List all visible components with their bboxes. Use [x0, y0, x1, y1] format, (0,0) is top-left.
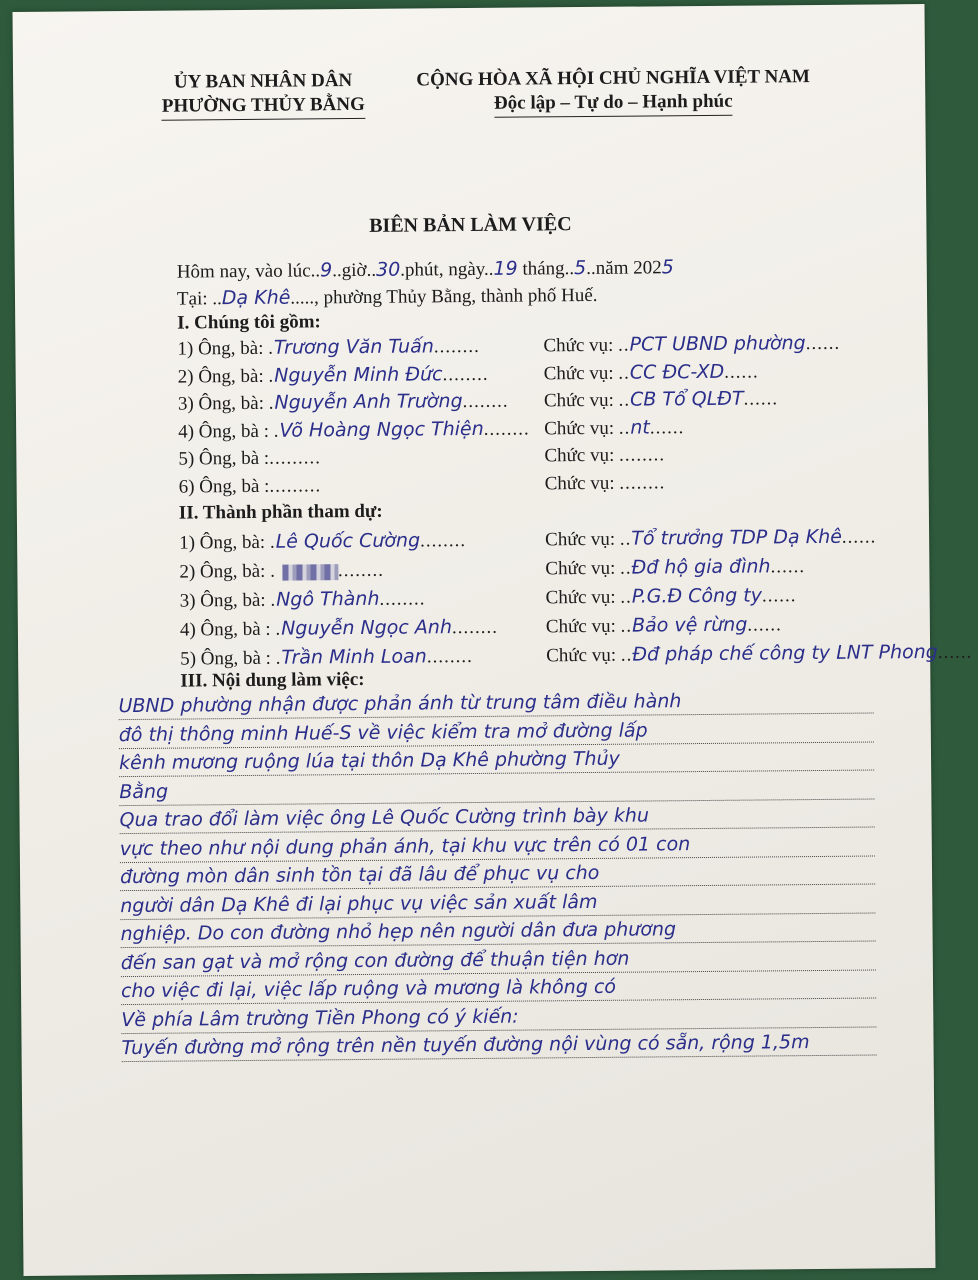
date-text-5: ..năm 202: [586, 257, 662, 280]
content-line: vực theo như nội dung phản ánh, tại khu vực trên có 01 con: [120, 831, 875, 863]
participant-name-row: 2) Ông, bà: . ........: [179, 559, 384, 583]
place-text-1: Tại: ..: [176, 288, 222, 310]
document-paper: [13, 4, 973, 1276]
participant-position-row: Chức vụ: ..Bảo vệ rừng......: [545, 613, 782, 638]
content-line: Về phía Lâm trường Tiền Phong có ý kiến:: [121, 1002, 876, 1034]
place-line: [177, 284, 598, 311]
section2-heading: II. Thành phần tham dự:: [178, 500, 383, 524]
content-line: nghiệp. Do con đường nhỏ hẹp nên người dân đưa phương: [120, 917, 875, 949]
national-motto: Độc lập – Tự do – Hạnh phúc: [494, 90, 733, 118]
content-line: đến san gạt và mở rộng con đường để thuận tiện hơn: [121, 945, 876, 977]
hour-value: 9: [320, 259, 333, 282]
position-label: Chức vụ:: [543, 362, 619, 384]
row-label: 4) Ông, bà :: [179, 618, 276, 641]
content-line: Qua trao đổi làm việc ông Lê Quốc Cường trình bày khu: [119, 803, 874, 835]
participant-name-row: 3) Ông, bà: .Ngô Thành........: [179, 587, 426, 612]
agency-line-2: PHƯỜNG THỦY BẰNG: [162, 93, 365, 121]
position-value: Tổ trưởng TDP Dạ Khê: [631, 525, 842, 550]
person-name: Nguyễn Minh Đức: [274, 362, 443, 387]
content-line: Tuyến đường mở rộng trên nền tuyến đường nội vùng có sẵn, rộng 1,5m: [121, 1031, 876, 1063]
person-name: Trần Minh Loan: [281, 645, 427, 669]
participant-name-row: 1) Ông, bà: .Lê Quốc Cường........: [179, 529, 467, 554]
row-label: 5) Ông, bà :: [178, 447, 270, 470]
agency-line-1: ỦY BAN NHÂN DÂN: [173, 70, 353, 93]
content-line: kênh mương ruộng lúa tại thôn Dạ Khê phường Thủy: [119, 746, 874, 778]
national-header: [398, 65, 828, 119]
participant-name-row: 5) Ông, bà :.........: [178, 447, 322, 470]
position-value: nt: [630, 415, 650, 439]
content-line: đô thị thông minh Huế-S về việc kiểm tra mở đường lấp: [119, 717, 874, 749]
participant-name-row: 1) Ông, bà: .Trương Văn Tuấn........: [177, 335, 480, 360]
participant-name-row: 2) Ông, bà: .Nguyễn Minh Đức........: [177, 362, 489, 388]
participant-name-row: 5) Ông, bà : .Trần Minh Loan........: [180, 645, 473, 670]
position-label: Chức vụ:: [546, 644, 621, 667]
person-name: Nguyễn Ngọc Anh: [281, 616, 453, 640]
place-text-2: ....., phường Thủy Bằng, thành phố Huế.: [290, 284, 598, 309]
content-line: Bằng: [119, 774, 874, 806]
participant-position-row: Chức vụ: ........: [544, 444, 666, 467]
position-value: P.G.Đ Công ty: [631, 584, 763, 608]
content-line: người dân Dạ Khê đi lại phục vụ việc sản xuất lâm: [120, 888, 875, 920]
row-label: 3) Ông, bà:: [179, 589, 271, 612]
position-label: Chức vụ:: [544, 417, 619, 439]
row-label: 2) Ông, bà:: [179, 560, 271, 583]
position-value: CB Tổ QLĐT: [629, 387, 744, 411]
participant-position-row: Chức vụ: ..PCT UBND phường......: [543, 332, 841, 357]
date-text-1: Hôm nay, vào lúc..: [176, 260, 321, 283]
participant-position-row: Chức vụ: ........: [544, 471, 666, 494]
row-label: 1) Ông, bà:: [179, 531, 270, 554]
participant-name-row: 3) Ông, bà: .Nguyễn Anh Trường........: [177, 390, 509, 415]
row-label: 2) Ông, bà:: [177, 365, 269, 388]
participant-position-row: Chức vụ: ..nt......: [544, 415, 685, 439]
person-name: Nguyễn Anh Trường: [274, 390, 463, 414]
row-label: 3) Ông, bà:: [177, 392, 269, 415]
place-value: Dạ Khê: [221, 286, 291, 310]
row-label: 1) Ông, bà:: [177, 337, 269, 360]
person-name: Lê Quốc Cường: [275, 529, 421, 553]
participant-position-row: Chức vụ: ..P.G.Đ Công ty......: [545, 584, 797, 609]
row-label: 5) Ông, bà :: [180, 647, 276, 670]
row-label: 4) Ông, bà :: [178, 420, 274, 443]
participant-position-row: Chức vụ: ..CC ĐC-XD......: [543, 360, 759, 384]
position-value: PCT UBND phường: [629, 332, 806, 356]
position-value: CC ĐC-XD: [629, 360, 725, 384]
national-title: CỘNG HÒA XÃ HỘI CHỦ NGHĨA VIỆT NAM: [416, 66, 810, 91]
position-value: Đđ pháp chế công ty LNT Phong: [632, 640, 938, 666]
position-label: Chức vụ:: [543, 389, 619, 412]
person-name: Võ Hoàng Ngọc Thiện: [279, 417, 484, 442]
participant-position-row: Chức vụ: ..CB Tổ QLĐT......: [543, 387, 779, 412]
content-line: cho việc đi lại, việc lấp ruộng và mương là không có: [121, 974, 876, 1006]
participant-position-row: Chức vụ: ..Đđ hộ gia đình......: [545, 555, 806, 580]
redacted-name-blur: [282, 564, 338, 580]
date-line: [177, 256, 674, 283]
section1-heading: I. Chúng tôi gồm:: [177, 311, 321, 334]
content-line: đường mòn dân sinh tồn tại đã lâu để phục vụ cho: [120, 860, 875, 892]
day-value: 19: [493, 257, 518, 280]
month-value: 5: [574, 257, 587, 280]
person-name: Ngô Thành: [276, 587, 380, 611]
content-line: UBND phường nhận được phản ánh từ trung tâm điều hành: [118, 689, 873, 721]
row-label: 6) Ông, bà :: [178, 475, 270, 498]
participant-name-row: 4) Ông, bà : .Nguyễn Ngọc Anh........: [179, 616, 499, 641]
participant-name-row: 4) Ông, bà : .Võ Hoàng Ngọc Thiện........: [178, 417, 530, 443]
position-label: Chức vụ:: [544, 472, 620, 494]
minute-value: 30: [375, 258, 401, 281]
date-text-4: tháng..: [517, 258, 575, 280]
document-title: BIÊN BẢN LÀM VIỆC: [369, 213, 572, 237]
position-label: Chức vụ:: [545, 586, 621, 609]
position-label: Chức vụ:: [545, 528, 620, 551]
person-name: Trương Văn Tuấn: [273, 335, 434, 359]
position-label: Chức vụ:: [545, 557, 621, 580]
section3-heading: III. Nội dung làm việc:: [180, 668, 365, 692]
participant-position-row: Chức vụ: ..Tổ trưởng TDP Dạ Khê......: [545, 525, 877, 551]
participant-name-row: 6) Ông, bà :.........: [178, 474, 322, 498]
position-label: Chức vụ:: [545, 615, 621, 638]
agency-header: [133, 69, 393, 121]
year-digit: 5: [661, 256, 674, 279]
participant-position-row: Chức vụ: ..Đđ pháp chế công ty LNT Phong......: [546, 640, 973, 667]
position-label: Chức vụ:: [543, 334, 619, 357]
position-value: Bảo vệ rừng: [631, 613, 748, 637]
position-label: Chức vụ:: [544, 444, 620, 467]
date-text-3: .phút, ngày..: [400, 258, 494, 281]
position-value: Đđ hộ gia đình: [631, 555, 771, 579]
date-text-2: ..giờ..: [332, 259, 377, 282]
